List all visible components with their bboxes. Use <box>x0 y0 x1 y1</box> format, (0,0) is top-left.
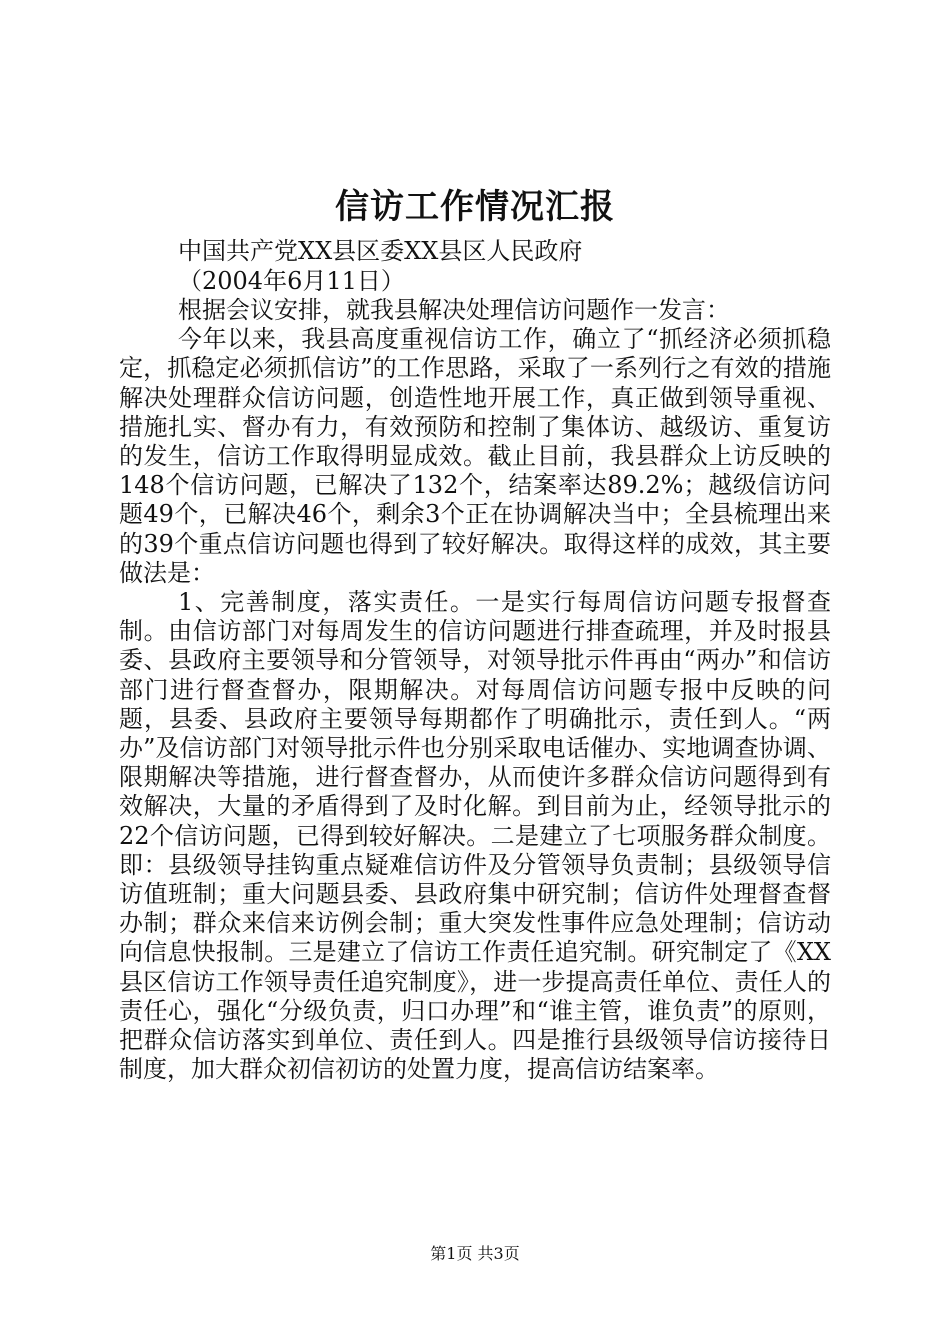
body-paragraph: 今年以来，我县高度重视信访工作，确立了“抓经济必须抓稳定，抓稳定必须抓信访”的工作思路，采取了一系列行之有效的措施解决处理群众信访问题，创造性地开展工作，真正做到领导重视、措施扎实、督办有力，有效预防和控制了集体访、越级访、重复访的发生，信访工作取得明显成效。截止目前，我县群众上访反映的148个信访问题，已解决了132个，结案率达89.2%；越级信访问题49个，已解决46个，剩余3个正在协调解决当中；全县梳理出来的39个重点信访问题也得到了较好解决。取得这样的成效，其主要做法是： <box>119 325 831 587</box>
document-body <box>119 296 831 1084</box>
document-title: 信访工作情况汇报 <box>335 187 615 227</box>
body-paragraph: 根据会议安排，就我县解决处理信访问题作一发言： <box>178 296 730 324</box>
page-footer: 第1页 共3页 <box>430 1244 520 1263</box>
issuing-organization: 中国共产党XX县区委XX县区人民政府 <box>178 237 583 265</box>
body-paragraph: 1、完善制度，落实责任。一是实行每周信访问题专报督查制。由信访部门对每周发生的信访问题进行排查疏理，并及时报县委、县政府主要领导和分管领导，对领导批示件再由“两办”和信访部门进行督查督办，限期解决。对每周信访问题专报中反映的问题，县委、县政府主要领导每期都作了明确批示，责任到人。“两办”及信访部门对领导批示件也分别采取电话催办、实地调查协调、限期解决等措施，进行督查督办，从而使许多群众信访问题得到有效解决，大量的矛盾得到了及时化解。到目前为止，经领导批示的22个信访问题，已得到较好解决。二是建立了七项服务群众制度。即：县级领导挂钩重点疑难信访件及分管领导负责制；县级领导信访值班制；重大问题县委、县政府集中研究制；信访件处理督查督办制；群众来信来访例会制；重大突发性事件应急处理制；信访动向信息快报制。三是建立了信访工作责任追究制。研究制定了《XX县区信访工作领导责任追究制度》，进一步提高责任单位、责任人的责任心，强化“分级负责，归口办理”和“谁主管，谁负责”的原则，把群众信访落实到单位、责任到人。四是推行县级领导信访接待日制度，加大群众初信初访的处置力度，提高信访结案率。 <box>119 588 831 1084</box>
document-date: （2004年6月11日） <box>178 267 405 295</box>
